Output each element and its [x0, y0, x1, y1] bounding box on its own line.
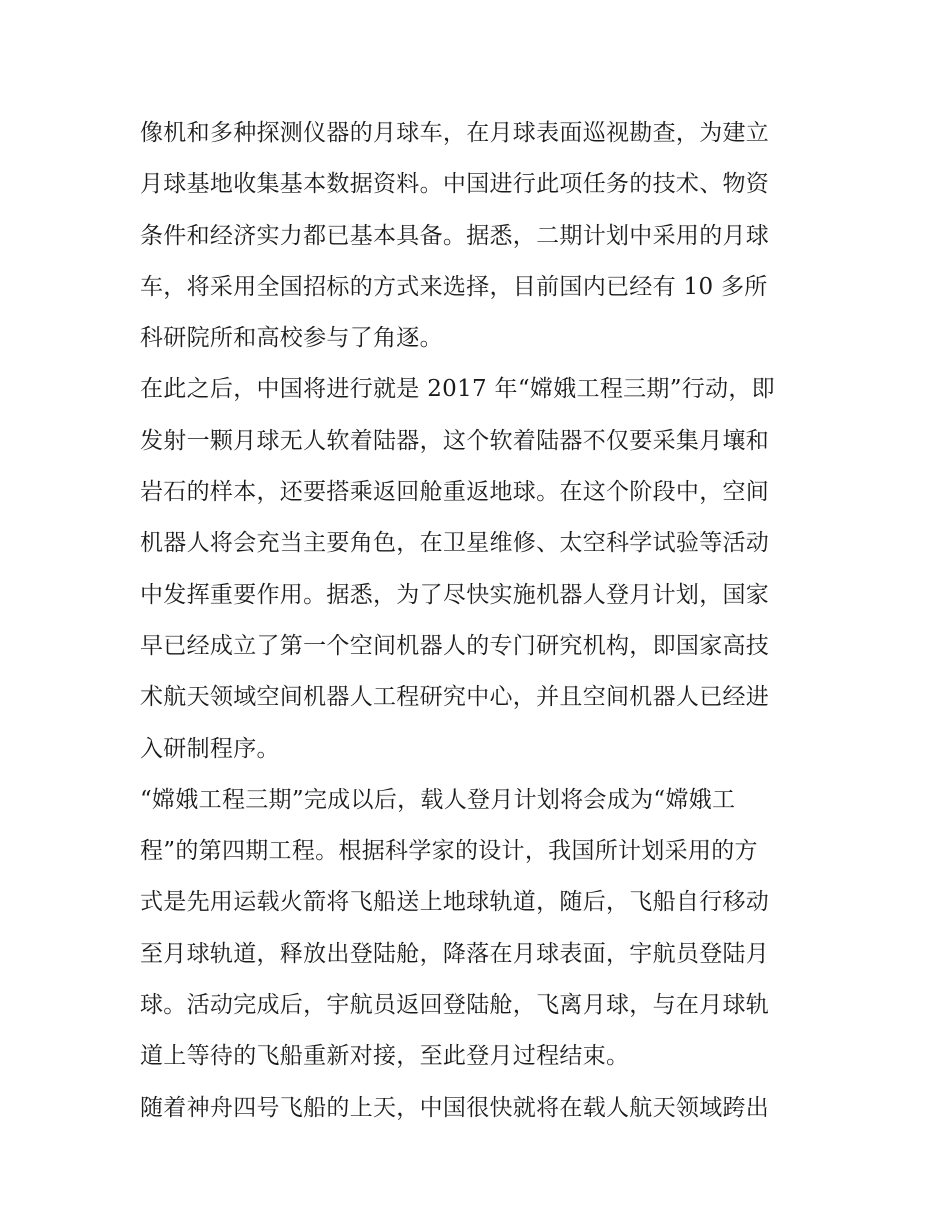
text-line: 机器人将会充当主要角色，在卫星维修、太空科学试验等活动 — [140, 530, 770, 557]
text-line: 科研院所和高校参与了角逐。 — [140, 325, 443, 352]
text-line: 条件和经济实力都已基本具备。据悉，二期计划中采用的月球 — [140, 222, 770, 249]
text-line: 术航天领域空间机器人工程研究中心，并且空间机器人已经进 — [140, 684, 770, 711]
text-line: 式是先用运载火箭将飞船送上地球轨道，随后，飞船自行移动 — [140, 889, 770, 916]
body-text — [140, 108, 820, 1134]
text-line: “嫦娥工程三期”完成以后，载人登月计划将会成为“嫦娥工 — [140, 786, 736, 813]
text-line: 像机和多种探测仪器的月球车，在月球表面巡视勘查，为建立 — [140, 120, 770, 146]
text-line: 球。活动完成后，宇航员返回登陆舱，飞离月球，与在月球轨 — [140, 992, 770, 1019]
text-line: 早已经成立了第一个空间机器人的专门研究机构，即国家高技 — [140, 632, 770, 659]
text-line: 在此之后，中国将进行就是 2017 年“嫦娥工程三期”行动，即 — [140, 376, 775, 403]
text-line: 入研制程序。 — [140, 735, 280, 762]
text-line: 随着神舟四号飞船的上天，中国很快就将在载人航天领域跨出 — [140, 1094, 770, 1121]
text-line: 发射一颗月球无人软着陆器，这个软着陆器不仅要采集月壤和 — [140, 427, 770, 454]
text-line: 程”的第四期工程。根据科学家的设计，我国所计划采用的方 — [140, 838, 758, 865]
text-line: 车，将采用全国招标的方式来选择，目前国内已经有 10 多所 — [140, 273, 768, 300]
text-line: 道上等待的飞船重新对接，至此登月过程结束。 — [140, 1043, 630, 1070]
text-line: 岩石的样本，还要搭乘返回舱重返地球。在这个阶段中，空间 — [140, 479, 770, 506]
text-line: 至月球轨道，释放出登陆舱，降落在月球表面，宇航员登陆月 — [140, 940, 770, 967]
text-line: 中发挥重要作用。据悉，为了尽快实施机器人登月计划，国家 — [140, 581, 770, 608]
text-line: 月球基地收集基本数据资料。中国进行此项任务的技术、物资 — [140, 171, 770, 198]
